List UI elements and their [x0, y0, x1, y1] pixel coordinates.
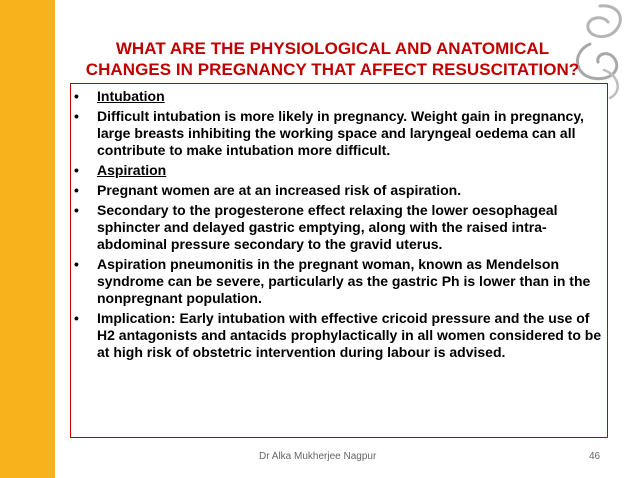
bullet-heading-intubation: Intubation — [97, 88, 165, 104]
bullet-list — [74, 88, 608, 361]
bullet-marker: • — [74, 162, 79, 178]
bullet-heading-aspiration: Aspiration — [97, 162, 167, 178]
list-item — [74, 162, 608, 179]
list-item — [74, 182, 608, 199]
page-number: 46 — [589, 451, 601, 462]
bullet-marker: • — [74, 108, 79, 124]
bullet-marker: • — [74, 88, 79, 104]
list-item — [74, 256, 608, 307]
bullet-marker: • — [74, 310, 79, 326]
slide-content — [74, 88, 608, 364]
bullet-marker: • — [74, 182, 79, 198]
yellow-sidebar-bar — [0, 0, 55, 478]
bullet-marker: • — [74, 202, 79, 218]
list-item — [74, 202, 608, 253]
bullet-text: Difficult intubation is more likely in pregnancy. Weight gain in pregnancy, large breasts inhibiting the working space and laryngeal oedema can all contribute to make intubation more difficult. — [97, 108, 584, 158]
list-item — [74, 108, 608, 159]
list-item — [74, 88, 608, 105]
slide-title — [60, 38, 605, 80]
bullet-text: Aspiration pneumonitis in the pregnant woman, known as Mendelson syndrome can be severe, particularly as the gastric Ph is lower than in the nonpregnant population. — [97, 256, 591, 306]
footer-author: Dr Alka Mukherjee Nagpur — [259, 451, 377, 462]
title-line-2: CHANGES IN PREGNANCY THAT AFFECT RESUSCITATION? — [85, 60, 580, 79]
bullet-marker: • — [74, 256, 79, 272]
bullet-text: Pregnant women are at an increased risk of aspiration. — [97, 182, 462, 198]
title-line-1: WHAT ARE THE PHYSIOLOGICAL AND ANATOMICAL — [115, 39, 550, 58]
bullet-text: Secondary to the progesterone effect relaxing the lower oesophageal sphincter and delayed gastric emptying, along with the raised intra-abdominal pressure secondary to the gravid uterus. — [97, 202, 558, 252]
list-item — [74, 310, 608, 361]
bullet-text: Implication: Early intubation with effective cricoid pressure and the use of H2 antagonists and antacids prophylactically in all women considered to be at high risk of obstetric intervention during labour is advised. — [97, 310, 602, 360]
